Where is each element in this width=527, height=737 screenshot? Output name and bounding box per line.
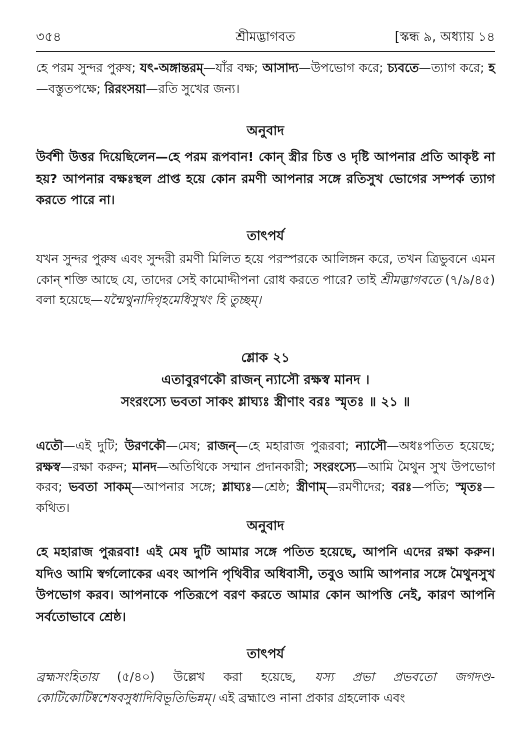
- synonyms-verse-21: এতৌ—এই দুটি; উরণকৌ—মেষ; রাজন্—হে মহারাজ পুরূরবা; ন্যাসৌ—অধঃপতিত হয়েছে; রক্ষস্ব—রক্ষা করুন; মানদ—অতিথিকে সম্মান প্রদানকারী; সংরংস্যে—আমি মৈথুন সুখ উপভোগ করব; ভবতা সাকম্—আপনার সঙ্গে; শ্লাঘ্যঃ—শ্রেষ্ঠ; স্ত্রীণাম্—রমণীদের; বরঃ—পতি; স্মৃতঃ—কথিত।: [36, 439, 496, 515]
- translation-text: উর্বশী উত্তর দিয়েছিলেন—হে পরম রূপবান! কোন্ স্ত্রীর চিত্ত ও দৃষ্টি আপনার প্রতি আকৃষ্ট না হয়? আপনার বক্ষঃস্থল প্রাপ্ত হয়ে কোন রমণী আপনার সঙ্গে রতিসুখ ভোগের সম্পর্ক ত্যাগ করতে পারে না।: [36, 149, 495, 207]
- verse-text: এতাবুরণকৌ রাজন্ ন্যাসৌ রক্ষস্ব মানদ । সংরংস্যে ভবতা সাকং শ্লাঘ্যঃ স্ত্রীণাং বরঃ স্মৃতঃ ॥ ২১ ॥: [120, 373, 411, 410]
- purport-text-2: ব্রহ্মসংহিতায় (৫/৪০) উল্লেখ করা হয়েছে, যস্য প্রভা প্রভবতো জগদণ্ড-কোটিকোটিষ্বশেষবসুধাদিবিভূতিভিন্নম্। এই ব্রহ্মাণ্ডে নানা প্রকার গ্রহলোক এবং: [36, 670, 495, 705]
- purport-heading: তাৎপর্য: [246, 229, 285, 244]
- translation-text-2: হে মহারাজ পুরূরবা! এই মেষ দুটি আমার সঙ্গে পতিত হয়েছে, আপনি এদের রক্ষা করুন। যদিও আমি স্বর্গলোকের এবং আপনি পৃথিবীর অধিবাসী, তবুও আমি আপনার সঙ্গে মৈথুনসুখ উপভোগ করব। আপনাকে পতিরূপে বরণ করতে আমার কোন আপত্তি নেই, কারণ আপনি সর্বতোভাবে শ্রেষ্ঠ।: [36, 544, 495, 624]
- page-header: [36, 28, 495, 50]
- synonyms-continued: হে পরম সুন্দর পুরুষ; যৎ-অঙ্গান্তরম্—যাঁর বক্ষ; আসাদ্য—উপভোগ করে; চ্যবতে—ত্যাগ করে; হ—বস্তুতপক্ষে; রিরংসয়া—রতি সুখের জন্য।: [36, 61, 495, 96]
- verse-heading: শ্লোক ২১: [241, 351, 290, 366]
- page-number: ৩৫৪: [36, 30, 62, 45]
- purport-heading-2: তাৎপর্য: [246, 647, 285, 662]
- header-rule: [36, 51, 495, 52]
- translation-heading-2: অনুবাদ: [246, 519, 285, 534]
- chapter-reference: [স্কন্ধ ৯, অধ্যায় ১৪: [394, 30, 495, 45]
- book-title: শ্রীমদ্ভাগবত: [235, 30, 296, 45]
- translation-heading: অনুবাদ: [246, 124, 285, 139]
- purport-text: যখন সুন্দর পুরুষ এবং সুন্দরী রমণী মিলিত হয়ে পরস্পরকে আলিঙ্গন করে, তখন ত্রিভুবনে এমন কোন্ শক্তি আছে যে, তাদের সেই কামোদ্দীপনা রোধ করতে পারে? তাই শ্রীমদ্ভাগবতে (৭/৯/৪৫) বলা হয়েছে—যন্মৈথুনাদিগৃহমেধিসুখং হি তুচ্ছম্।: [36, 252, 495, 307]
